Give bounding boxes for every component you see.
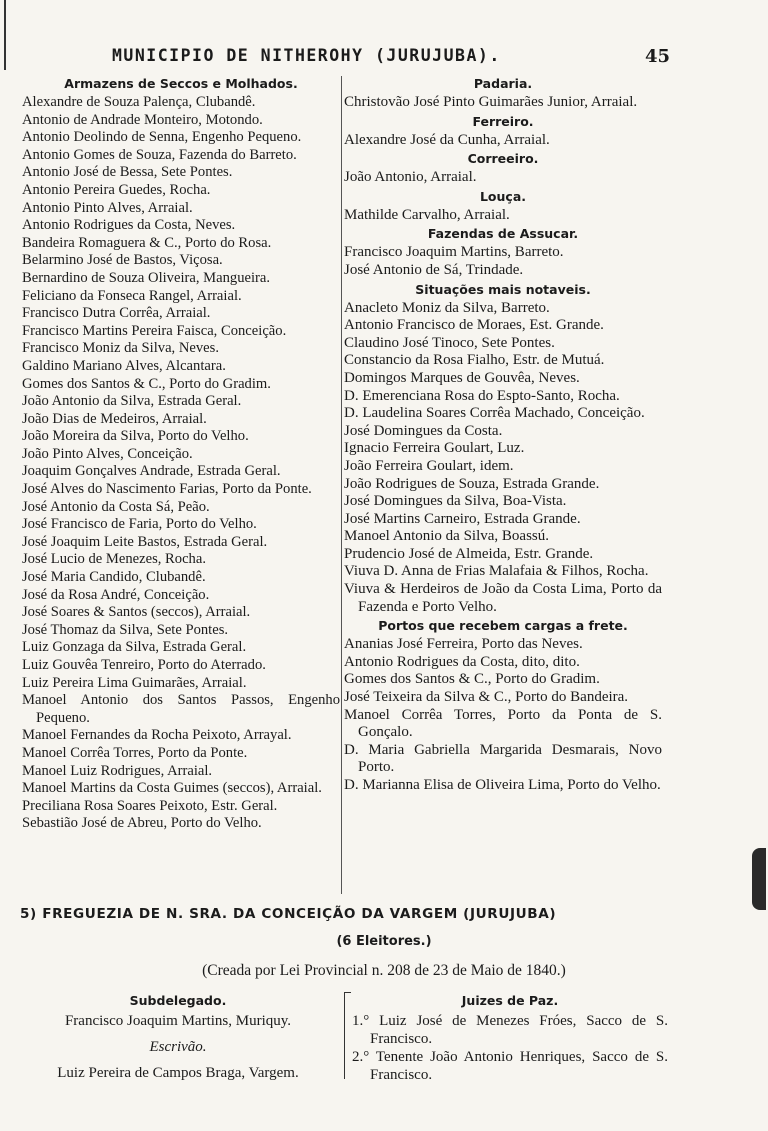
list-item: José Maria Candido, Clubandê. [22,569,206,586]
list-item: Antonio Pereira Guedes, Rocha. [22,181,211,198]
section-heading: Correeiro. [467,151,539,167]
section-heading: Situações mais notaveis. [415,281,591,297]
list-item: José Joaquim Leite Bastos, Estrada Geral. [22,533,268,550]
subdelegado-name: Francisco Joaquim Martins, Muriquy. [64,1013,292,1029]
list-item: Sebastião José de Abreu, Porto do Velho. [22,815,262,832]
list-item: José Thomaz da Silva, Sete Pontes. [22,621,229,638]
section-heading: Padaria. [473,76,533,91]
list-item: José Antonio de Sá, Trindade. [344,261,524,278]
list-item: Manoel Corrêa Torres, Porto da Ponte. [22,744,248,761]
list-item: João Antonio, Arraial. [344,169,477,186]
list-item: D. Laudelina Soares Corrêa Machado, Conceição. [344,405,645,422]
juizes-list [352,1012,668,1084]
list-item: Alexandre José da Cunha, Arraial. [344,131,550,148]
list-item: José Teixeira da Silva & C., Porto do Bandeira. [344,689,629,706]
column-divider [341,76,342,894]
list-item: Luiz Pereira Lima Guimarães, Arraial. [22,674,247,691]
list-item: Gomes dos Santos & C., Porto do Gradim. [344,671,600,688]
subdelegado-heading: Subdelegado. [129,993,227,1008]
list-item: Francisco Dutra Corrêa, Arraial. [22,305,211,322]
list-item: D. Marianna Elisa de Oliveira Lima, Porto do Velho. [344,777,661,793]
list-item: Anacleto Moniz da Silva, Barreto. [344,299,550,316]
escrivao-name: Luiz Pereira de Campos Braga, Vargem. [57,1065,299,1081]
list-item: José Domingues da Silva, Boa-Vista. [344,493,567,510]
list-item: Francisco Joaquim Martins, Barreto. [344,244,564,261]
list-item: Manoel Corrêa Torres, Porto da Ponta de S. Gonçalo. [344,706,662,741]
list-item: Francisco Moniz da Silva, Neves. [22,340,219,357]
list-item: José Soares & Santos (seccos), Arraial. [22,604,251,621]
list-item: Gomes dos Santos & C., Porto do Gradim. [22,375,271,392]
list-item: Antonio Francisco de Moraes, Est. Grande. [344,317,604,334]
list-item: João Dias de Medeiros, Arraial. [22,410,207,427]
electors-count: (6 Eleitores.) [336,934,432,949]
list-item: José Martins Carneiro, Estrada Grande. [344,510,581,527]
list-item: Antonio Pinto Alves, Arraial. [22,199,193,216]
list-item: Luiz Gouvêa Tenreiro, Porto do Aterrado. [22,657,266,673]
juizes-heading: Juizes de Paz. [461,993,559,1008]
section-heading: Ferreiro. [472,113,534,129]
list-item: Antonio José de Bessa, Sete Pontes. [22,164,233,181]
section-heading: Armazens de Seccos e Molhados. [64,76,298,91]
list-item: Claudino José Tinoco, Sete Pontes. [344,334,555,351]
parish-heading: 5) FREGUEZIA DE N. SRA. DA CONCEIÇÃO DA VARGEM (JURUJUBA) [20,906,557,922]
scan-edge-artifact [752,848,766,910]
section-heading: Louça. [479,188,527,204]
section-heading: Portos que recebem cargas a frete. [378,618,628,634]
section-heading: Fazendas de Assucar. [427,226,579,242]
list-item: Alexandre de Souza Palença, Clubandê. [22,94,256,110]
list-item: José Lucio de Menezes, Rocha. [22,551,206,568]
list-item: Viuva D. Anna de Frias Malafaia & Filhos, Rocha. [344,563,649,580]
juizes-block [352,990,668,1084]
running-head [0,46,768,72]
list-item: Bernardino de Souza Oliveira, Mangueira. [22,269,271,286]
bracket-mark [344,992,351,1079]
escrivao-heading: Escrivão. [149,1039,207,1055]
list-item: João Antonio da Silva, Estrada Geral. [22,393,242,410]
list-item: Belarmino José de Bastos, Viçosa. [22,252,223,269]
subdelegado-block [20,990,336,1082]
list-item: Manoel Antonio da Silva, Boassú. [344,528,549,545]
page-number: 45 [644,46,670,67]
list-item: Bandeira Romaguera & C., Porto do Rosa. [22,234,272,251]
list-item: Mathilde Carvalho, Arraial. [344,206,510,223]
judge-entry: 2.° Tenente João Antonio Henriques, Sacco de S. Francisco. [352,1049,668,1083]
list-item: Constancio da Rosa Fialho, Estr. de Mutuá. [344,352,605,369]
list-item: José da Rosa André, Conceição. [22,586,210,603]
list-item: João Moreira da Silva, Porto do Velho. [22,428,249,445]
list-item: Manoel Antonio dos Santos Passos, Engenho Pequeno. [22,692,340,726]
list-item: Joaquim Gonçalves Andrade, Estrada Geral. [22,463,281,480]
list-item: Antonio de Andrade Monteiro, Motondo. [22,111,263,128]
list-item: Antonio Gomes de Souza, Fazenda do Barreto. [22,146,297,163]
list-item: Viuva & Herdeiros de João da Costa Lima, Porto da Fazenda e Porto Velho. [344,581,662,615]
list-item: Christovão José Pinto Guimarães Junior, Arraial. [344,94,638,110]
list-item: D. Maria Gabriella Margarida Desmarais, Novo Porto. [344,741,662,776]
list-item: Feliciano da Fonseca Rangel, Arraial. [22,287,242,304]
list-item: Antonio Rodrigues da Costa, dito, dito. [344,653,580,670]
list-item: José Francisco de Faria, Porto do Velho. [22,516,257,533]
list-item: Ignacio Ferreira Goulart, Luz. [344,440,525,457]
list-item: D. Emerenciana Rosa do Espto-Santo, Rocha. [344,387,620,404]
creation-note: (Creada por Lei Provincial n. 208 de 23 de Maio de 1840.) [202,962,566,979]
list-item: Galdino Mariano Alves, Alcantara. [22,357,226,374]
page-title: MUNICIPIO DE NITHEROHY (JURUJUBA). [112,46,501,65]
list-item: João Pinto Alves, Conceição. [22,445,193,462]
judge-entry: 1.° Luiz José de Menezes Fróes, Sacco de S. Francisco. [352,1013,668,1047]
list-item: Antonio Rodrigues da Costa, Neves. [22,217,236,234]
list-item: José Alves do Nascimento Farias, Porto da Ponte. [22,481,312,498]
list-item: Ananias José Ferreira, Porto das Neves. [344,636,583,653]
list-item: João Ferreira Goulart, idem. [344,457,514,474]
left-entry-list [22,94,340,833]
list-item: Manoel Fernandes da Rocha Peixoto, Arrayal. [22,727,292,744]
list-item: Domingos Marques de Gouvêa, Neves. [344,369,580,386]
list-item: Luiz Gonzaga da Silva, Estrada Geral. [22,639,247,656]
list-item: Manoel Luiz Rodrigues, Arraial. [22,762,213,779]
list-item: Prudencio José de Almeida, Estr. Grande. [344,545,594,562]
list-item: Preciliana Rosa Soares Peixoto, Estr. Geral. [22,797,278,814]
list-item: Francisco Martins Pereira Faisca, Conceição. [22,322,287,339]
left-column [22,74,340,833]
right-column [344,74,662,795]
list-item: José Domingues da Costa. [344,422,503,439]
list-item: José Antonio da Costa Sá, Peão. [22,498,210,515]
list-item: João Rodrigues de Souza, Estrada Grande. [344,475,600,492]
list-item: Manoel Martins da Costa Guimes (seccos), Arraial. [22,780,322,797]
list-item: Antonio Deolindo de Senna, Engenho Pequeno. [22,129,302,146]
